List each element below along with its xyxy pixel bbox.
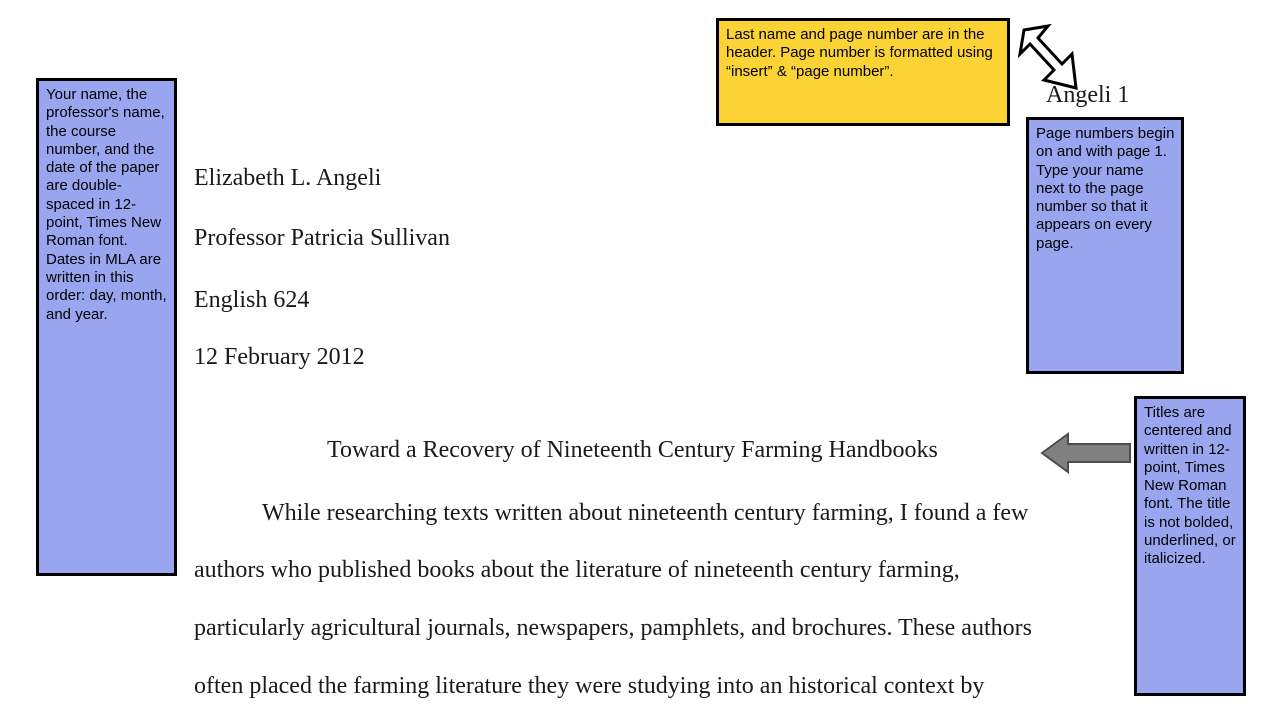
annotation-heading-note: Your name, the professor's name, the course number, and the date of the paper are double-spaced in 12-point, Times New Roman font. Dates in MLA are written in this order: day, month, and year. [36,78,177,576]
body-line-2: authors who published books about the literature of nineteenth century farming, [194,557,960,583]
heading-line-course: English 624 [194,287,310,313]
document-title: Toward a Recovery of Nineteenth Century Farming Handbooks [327,437,938,463]
annotation-header-note: Last name and page number are in the header. Page number is formatted using “insert” & “page number”. [716,18,1010,126]
annotation-title-note: Titles are centered and written in 12-point, Times New Roman font. The title is not bolded, underlined, or italicized. [1134,396,1246,696]
body-line-1: While researching texts written about nineteenth century farming, I found a few [262,500,1029,526]
arrow-left-icon [1040,432,1132,474]
heading-line-date: 12 February 2012 [194,344,365,370]
body-line-4: often placed the farming literature they were studying into an historical context by [194,673,985,699]
body-line-3: particularly agricultural journals, newspapers, pamphlets, and brochures. These authors [194,615,1032,641]
heading-line-professor: Professor Patricia Sullivan [194,225,450,251]
heading-line-name: Elizabeth L. Angeli [194,165,382,191]
annotation-page-number-note: Page numbers begin on and with page 1. Type your name next to the page number so that it appears on every page. [1026,117,1184,374]
page-header-text: Angeli 1 [1046,82,1130,108]
